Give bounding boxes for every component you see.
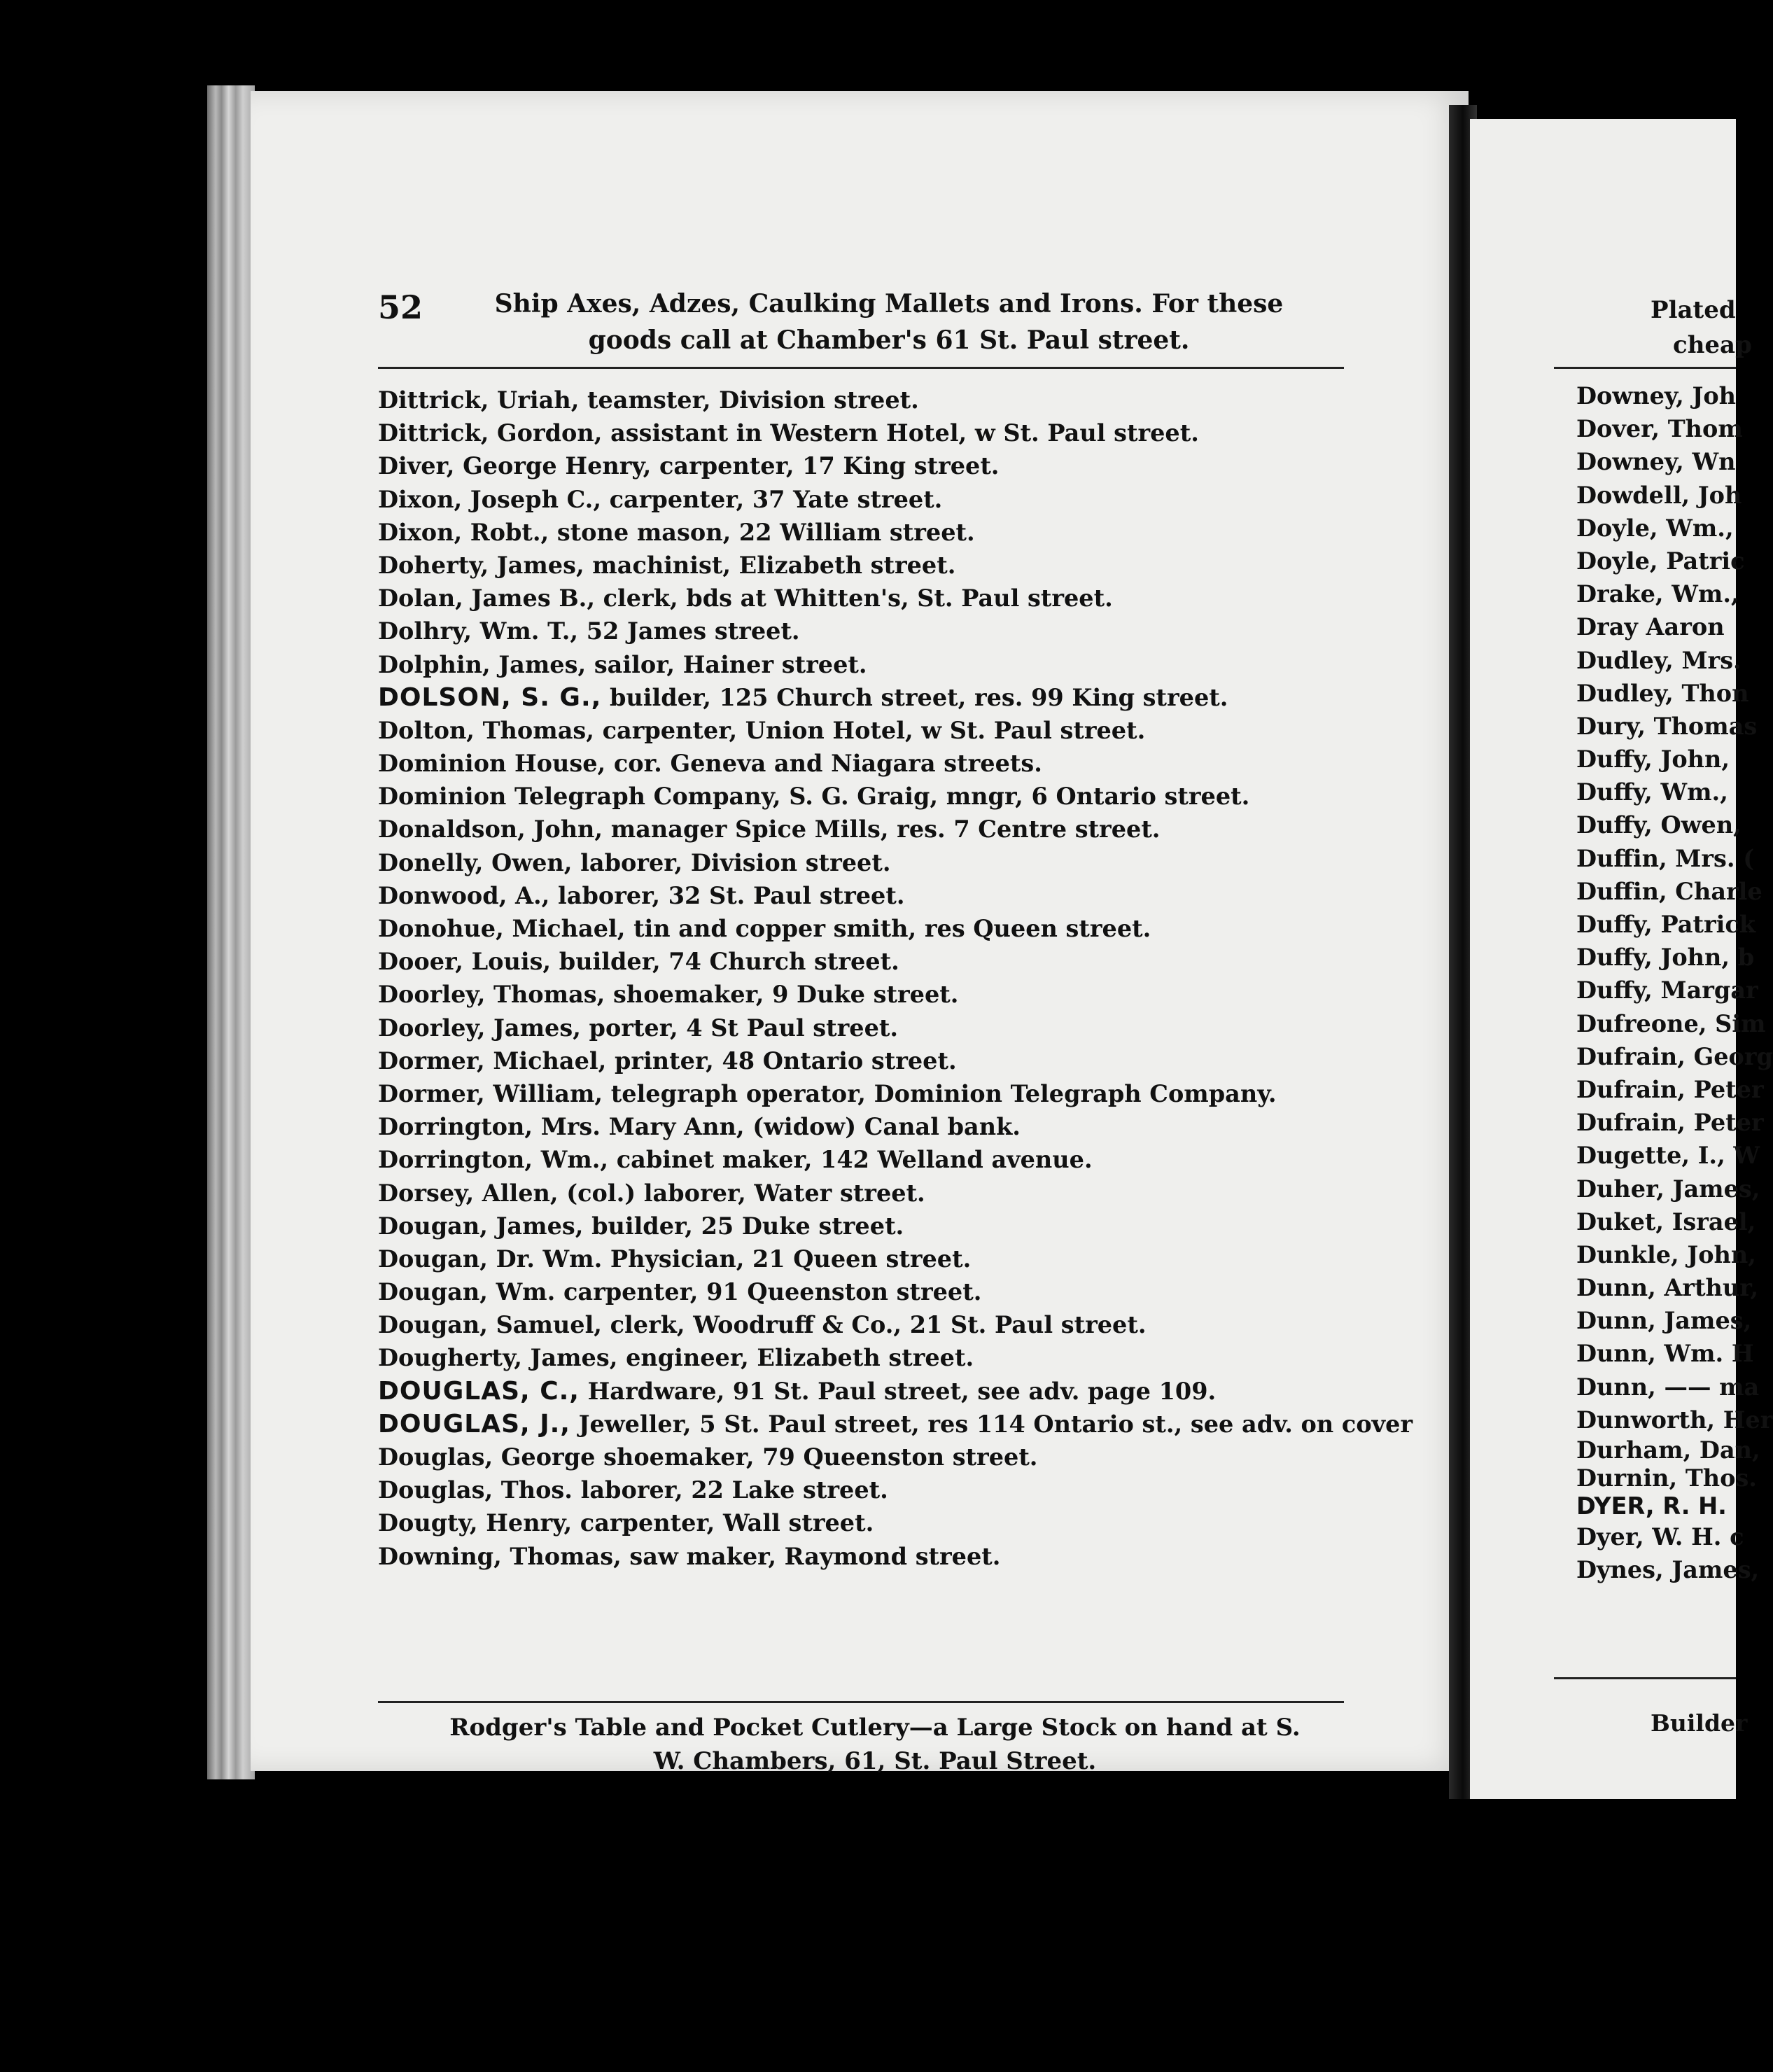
entry-name: Dorrington, Mrs. Mary Ann, xyxy=(378,1113,745,1141)
directory-entry xyxy=(378,1210,1372,1242)
entry-name: Dolton, Thomas, xyxy=(378,716,594,744)
entry-details: 52 James street. xyxy=(578,617,800,645)
directory-entry xyxy=(378,1044,1372,1077)
right-directory-entry: Dynes, James, xyxy=(1576,1556,1760,1584)
directory-entry xyxy=(378,945,1372,978)
entry-details: saw maker, Raymond street. xyxy=(621,1542,1001,1570)
directory-entry xyxy=(378,549,1372,582)
directory-entry xyxy=(378,1011,1372,1044)
directory-entry xyxy=(378,1110,1372,1143)
right-directory-entry: Doyle, Patric xyxy=(1576,547,1745,575)
entry-details: Jeweller, 5 St. Paul street, res 114 Ontario st., see adv. on cover xyxy=(570,1410,1413,1438)
directory-entry xyxy=(378,1506,1372,1539)
right-directory-entry: Dunn, —— ma xyxy=(1576,1373,1760,1401)
header-line1: Ship Axes, Adzes, Caulking Mallets and Irons. For these xyxy=(494,289,1284,318)
page-footer xyxy=(378,1711,1372,1778)
entry-details: laborer, Division street. xyxy=(572,848,891,876)
entry-name: Doorley, Thomas, xyxy=(378,981,605,1009)
entry-details: cor. Geneva and Niagara streets. xyxy=(605,750,1042,778)
header-line2: goods call at Chamber's 61 St. Paul street. xyxy=(588,326,1190,355)
directory-entry xyxy=(378,780,1372,813)
directory-entry xyxy=(378,1375,1372,1408)
right-header-line1: Plated xyxy=(1651,296,1736,324)
entry-details: teamster, Division street. xyxy=(579,386,919,414)
right-header-rule xyxy=(1554,367,1736,369)
right-directory-entry: Dunn, James, xyxy=(1576,1307,1752,1335)
right-directory-entry: Duffy, Owen, xyxy=(1576,811,1742,839)
directory-entry xyxy=(378,1275,1372,1308)
entry-name: Dougan, James, xyxy=(378,1212,584,1240)
entry-name: Dolphin, James, xyxy=(378,650,587,678)
right-page-header xyxy=(1470,293,1752,363)
entry-details: laborer, 22 Lake street. xyxy=(572,1476,888,1504)
entry-name: Donelly, Owen, xyxy=(378,848,573,876)
right-directory-entry: Dunkle, John, xyxy=(1576,1240,1756,1268)
directory-entry xyxy=(378,516,1372,549)
right-directory-entry: Dugette, I., W xyxy=(1576,1142,1760,1170)
entry-details: builder, 74 Church street. xyxy=(551,948,899,976)
entry-name: Diver, George Henry, xyxy=(378,452,652,480)
entry-details: stone mason, 22 William street. xyxy=(549,518,975,546)
entry-details: manager Spice Mills, res. 7 Centre street. xyxy=(603,816,1161,844)
header-rule xyxy=(378,367,1344,369)
entry-details: porter, 4 St Paul street. xyxy=(580,1014,899,1042)
right-directory-entry: Dudley, Mrs. xyxy=(1576,646,1742,674)
directory-entry xyxy=(378,1077,1372,1110)
entry-details: carpenter, 17 King street. xyxy=(651,452,1000,480)
entry-name: Dominion Telegraph Company, xyxy=(378,783,781,811)
directory-list xyxy=(378,384,1413,1573)
entry-details: telegraph operator, Dominion Telegraph Company. xyxy=(603,1079,1277,1107)
right-directory-entry: Duffy, Patrick xyxy=(1576,911,1756,938)
entry-details: carpenter, 37 Yate street. xyxy=(601,485,943,513)
page-header xyxy=(455,286,1323,358)
page-number: 52 xyxy=(378,288,423,326)
entry-name: Dorrington, Wm., xyxy=(378,1146,609,1174)
entry-details: carpenter, 91 Queenston street. xyxy=(555,1278,982,1306)
entry-details: assistant in Western Hotel, w St. Paul street. xyxy=(602,419,1199,447)
directory-entry xyxy=(378,384,1372,416)
entry-name: Dittrick, Uriah, xyxy=(378,386,580,414)
entry-details: carpenter, Wall street. xyxy=(572,1509,874,1537)
footer-line1: Rodger's Table and Pocket Cutlery—a Large Stock on hand at S. xyxy=(449,1714,1301,1742)
directory-entry xyxy=(378,1474,1372,1506)
footer-line2: W. Chambers, 61, St. Paul Street. xyxy=(653,1747,1097,1775)
directory-entry xyxy=(378,582,1372,615)
right-header-line2: cheap xyxy=(1673,331,1752,359)
directory-entry xyxy=(378,1177,1372,1210)
directory-entry xyxy=(378,1143,1372,1176)
entry-name: Donwood, A., xyxy=(378,881,550,909)
right-directory-entry: Duher, James, xyxy=(1576,1175,1760,1203)
entry-name: Dougan, Wm. xyxy=(378,1278,556,1306)
right-directory-entry: Dyer, W. H. c xyxy=(1576,1523,1744,1550)
entry-name: DOUGLAS, J., xyxy=(378,1409,570,1438)
entry-details: builder, 125 Church street, res. 99 King street. xyxy=(601,683,1228,711)
right-directory-entry: Dudley, Thon xyxy=(1576,679,1749,707)
directory-entry xyxy=(378,483,1372,516)
footer-rule xyxy=(378,1701,1344,1703)
directory-entry xyxy=(378,846,1372,879)
right-page-footer: Builder xyxy=(1651,1709,1748,1737)
directory-entry xyxy=(378,648,1372,681)
right-directory-entry: Drake, Wm., xyxy=(1576,580,1739,608)
right-directory-entry: Duffy, Margar xyxy=(1576,976,1758,1004)
entry-name: Dormer, Michael, xyxy=(378,1046,607,1074)
entry-name: Dolhry, Wm. T., xyxy=(378,617,579,645)
entry-name: DOUGLAS, C., xyxy=(378,1376,580,1406)
entry-details: shoemaker, 9 Duke street. xyxy=(605,981,959,1009)
right-directory-entry: Duket, Israel, xyxy=(1576,1208,1756,1236)
directory-entry xyxy=(378,879,1372,912)
entry-details: clerk, bds at Whitten's, St. Paul street. xyxy=(595,584,1113,612)
entry-name: Dougty, Henry, xyxy=(378,1509,573,1537)
entry-name: Douglas, George xyxy=(378,1443,596,1471)
directory-entry xyxy=(378,416,1372,449)
right-directory-entry: Durnin, Thos. xyxy=(1576,1464,1757,1492)
right-page xyxy=(1470,119,1773,1799)
right-directory-entry: Duffin, Charle xyxy=(1576,877,1763,905)
right-directory-entry: Dufrain, Peter xyxy=(1576,1075,1764,1103)
right-directory-entry: Downey, Wn xyxy=(1576,448,1736,476)
right-directory-entry: DYER, R. H. xyxy=(1576,1492,1727,1520)
entry-details: Hardware, 91 St. Paul street, see adv. page 109. xyxy=(579,1377,1217,1405)
entry-details: tin and copper smith, res Queen street. xyxy=(625,915,1151,942)
directory-entry xyxy=(378,681,1372,714)
entry-name: Dixon, Robt., xyxy=(378,518,549,546)
right-directory-entry: Dunn, Wm. H xyxy=(1576,1340,1754,1368)
right-directory-entry: Duffy, Wm., xyxy=(1576,778,1728,806)
right-directory-entry: Dunn, Arthur, xyxy=(1576,1274,1759,1302)
entry-details: machinist, Elizabeth street. xyxy=(584,551,956,579)
directory-entry xyxy=(378,714,1372,747)
entry-details: sailor, Hainer street. xyxy=(586,650,867,678)
right-directory-entry: Dury, Thomas xyxy=(1576,712,1758,740)
right-directory-entry: Dray Aaron xyxy=(1576,613,1725,641)
book-page-edges xyxy=(207,85,255,1779)
directory-entry xyxy=(378,1341,1372,1374)
entry-name: Donohue, Michael, xyxy=(378,915,626,942)
entry-name: Doherty, James, xyxy=(378,551,584,579)
entry-name: Dominion House, xyxy=(378,750,606,778)
directory-entry xyxy=(378,1441,1372,1474)
entry-name: Dougan, Samuel, xyxy=(378,1311,602,1339)
entry-name: Dougan, Dr. Wm. xyxy=(378,1245,603,1273)
right-directory-entry: Durham, Dan, xyxy=(1576,1436,1760,1464)
directory-entry xyxy=(378,1242,1372,1275)
right-directory-entry: Duffy, John, b xyxy=(1576,944,1755,972)
right-directory-entry: Doyle, Wm., xyxy=(1576,514,1734,542)
directory-entry xyxy=(378,449,1372,482)
entry-name: Doorley, James, xyxy=(378,1014,581,1042)
entry-name: Dooer, Louis, xyxy=(378,948,552,976)
entry-details: printer, 48 Ontario street. xyxy=(606,1046,957,1074)
entry-details: S. G. Graig, mngr, 6 Ontario street. xyxy=(780,783,1250,811)
directory-entry xyxy=(378,1408,1413,1441)
entry-details: cabinet maker, 142 Welland avenue. xyxy=(608,1146,1093,1174)
directory-entry xyxy=(378,813,1372,846)
directory-entry xyxy=(378,1308,1372,1341)
right-directory-entry: Duffin, Mrs. ( xyxy=(1576,844,1755,872)
right-directory-entry: Downey, Joh xyxy=(1576,382,1737,410)
entry-name: Dougherty, James, xyxy=(378,1344,618,1372)
directory-entry xyxy=(378,615,1372,648)
right-directory-entry: Dunworth, Her xyxy=(1576,1406,1773,1434)
directory-entry xyxy=(378,912,1372,945)
directory-entry xyxy=(378,978,1372,1011)
entry-name: Dormer, William, xyxy=(378,1079,603,1107)
right-directory-list xyxy=(1576,379,1773,1586)
right-directory-entry: Duffy, John, xyxy=(1576,746,1730,774)
right-footer-rule xyxy=(1554,1677,1736,1679)
entry-details: (col.) laborer, Water street. xyxy=(558,1179,925,1207)
right-directory-entry: Dowdell, Joh xyxy=(1576,481,1742,509)
entry-name: Downing, Thomas, xyxy=(378,1542,622,1570)
entry-name: Dittrick, Gordon, xyxy=(378,419,603,447)
entry-name: Dolan, James B., xyxy=(378,584,595,612)
entry-name: Dixon, Joseph C., xyxy=(378,485,601,513)
entry-name: Douglas, Thos. xyxy=(378,1476,573,1504)
right-directory-entry: Dufreone, Sim xyxy=(1576,1009,1766,1037)
entry-details: clerk, Woodruff & Co., 21 St. Paul street. xyxy=(601,1311,1147,1339)
entry-name: DOLSON, S. G., xyxy=(378,682,602,712)
right-directory-entry: Dufrain, Georg xyxy=(1576,1042,1773,1070)
directory-entry xyxy=(378,1540,1372,1573)
entry-name: Dorsey, Allen, xyxy=(378,1179,559,1207)
entry-details: Physician, 21 Queen street. xyxy=(602,1245,972,1273)
right-directory-entry: Dover, Thom xyxy=(1576,415,1743,443)
entry-details: laborer, 32 St. Paul street. xyxy=(549,881,905,909)
entry-details: engineer, Elizabeth street. xyxy=(617,1344,974,1372)
entry-details: carpenter, Union Hotel, w St. Paul street. xyxy=(594,716,1146,744)
directory-entry xyxy=(378,747,1372,780)
entry-details: builder, 25 Duke street. xyxy=(583,1212,904,1240)
right-directory-entry: Dufrain, Peter xyxy=(1576,1109,1764,1137)
entry-details: shoemaker, 79 Queenston street. xyxy=(595,1443,1038,1471)
entry-name: Donaldson, John, xyxy=(378,816,603,844)
entry-details: (widow) Canal bank. xyxy=(744,1113,1021,1141)
